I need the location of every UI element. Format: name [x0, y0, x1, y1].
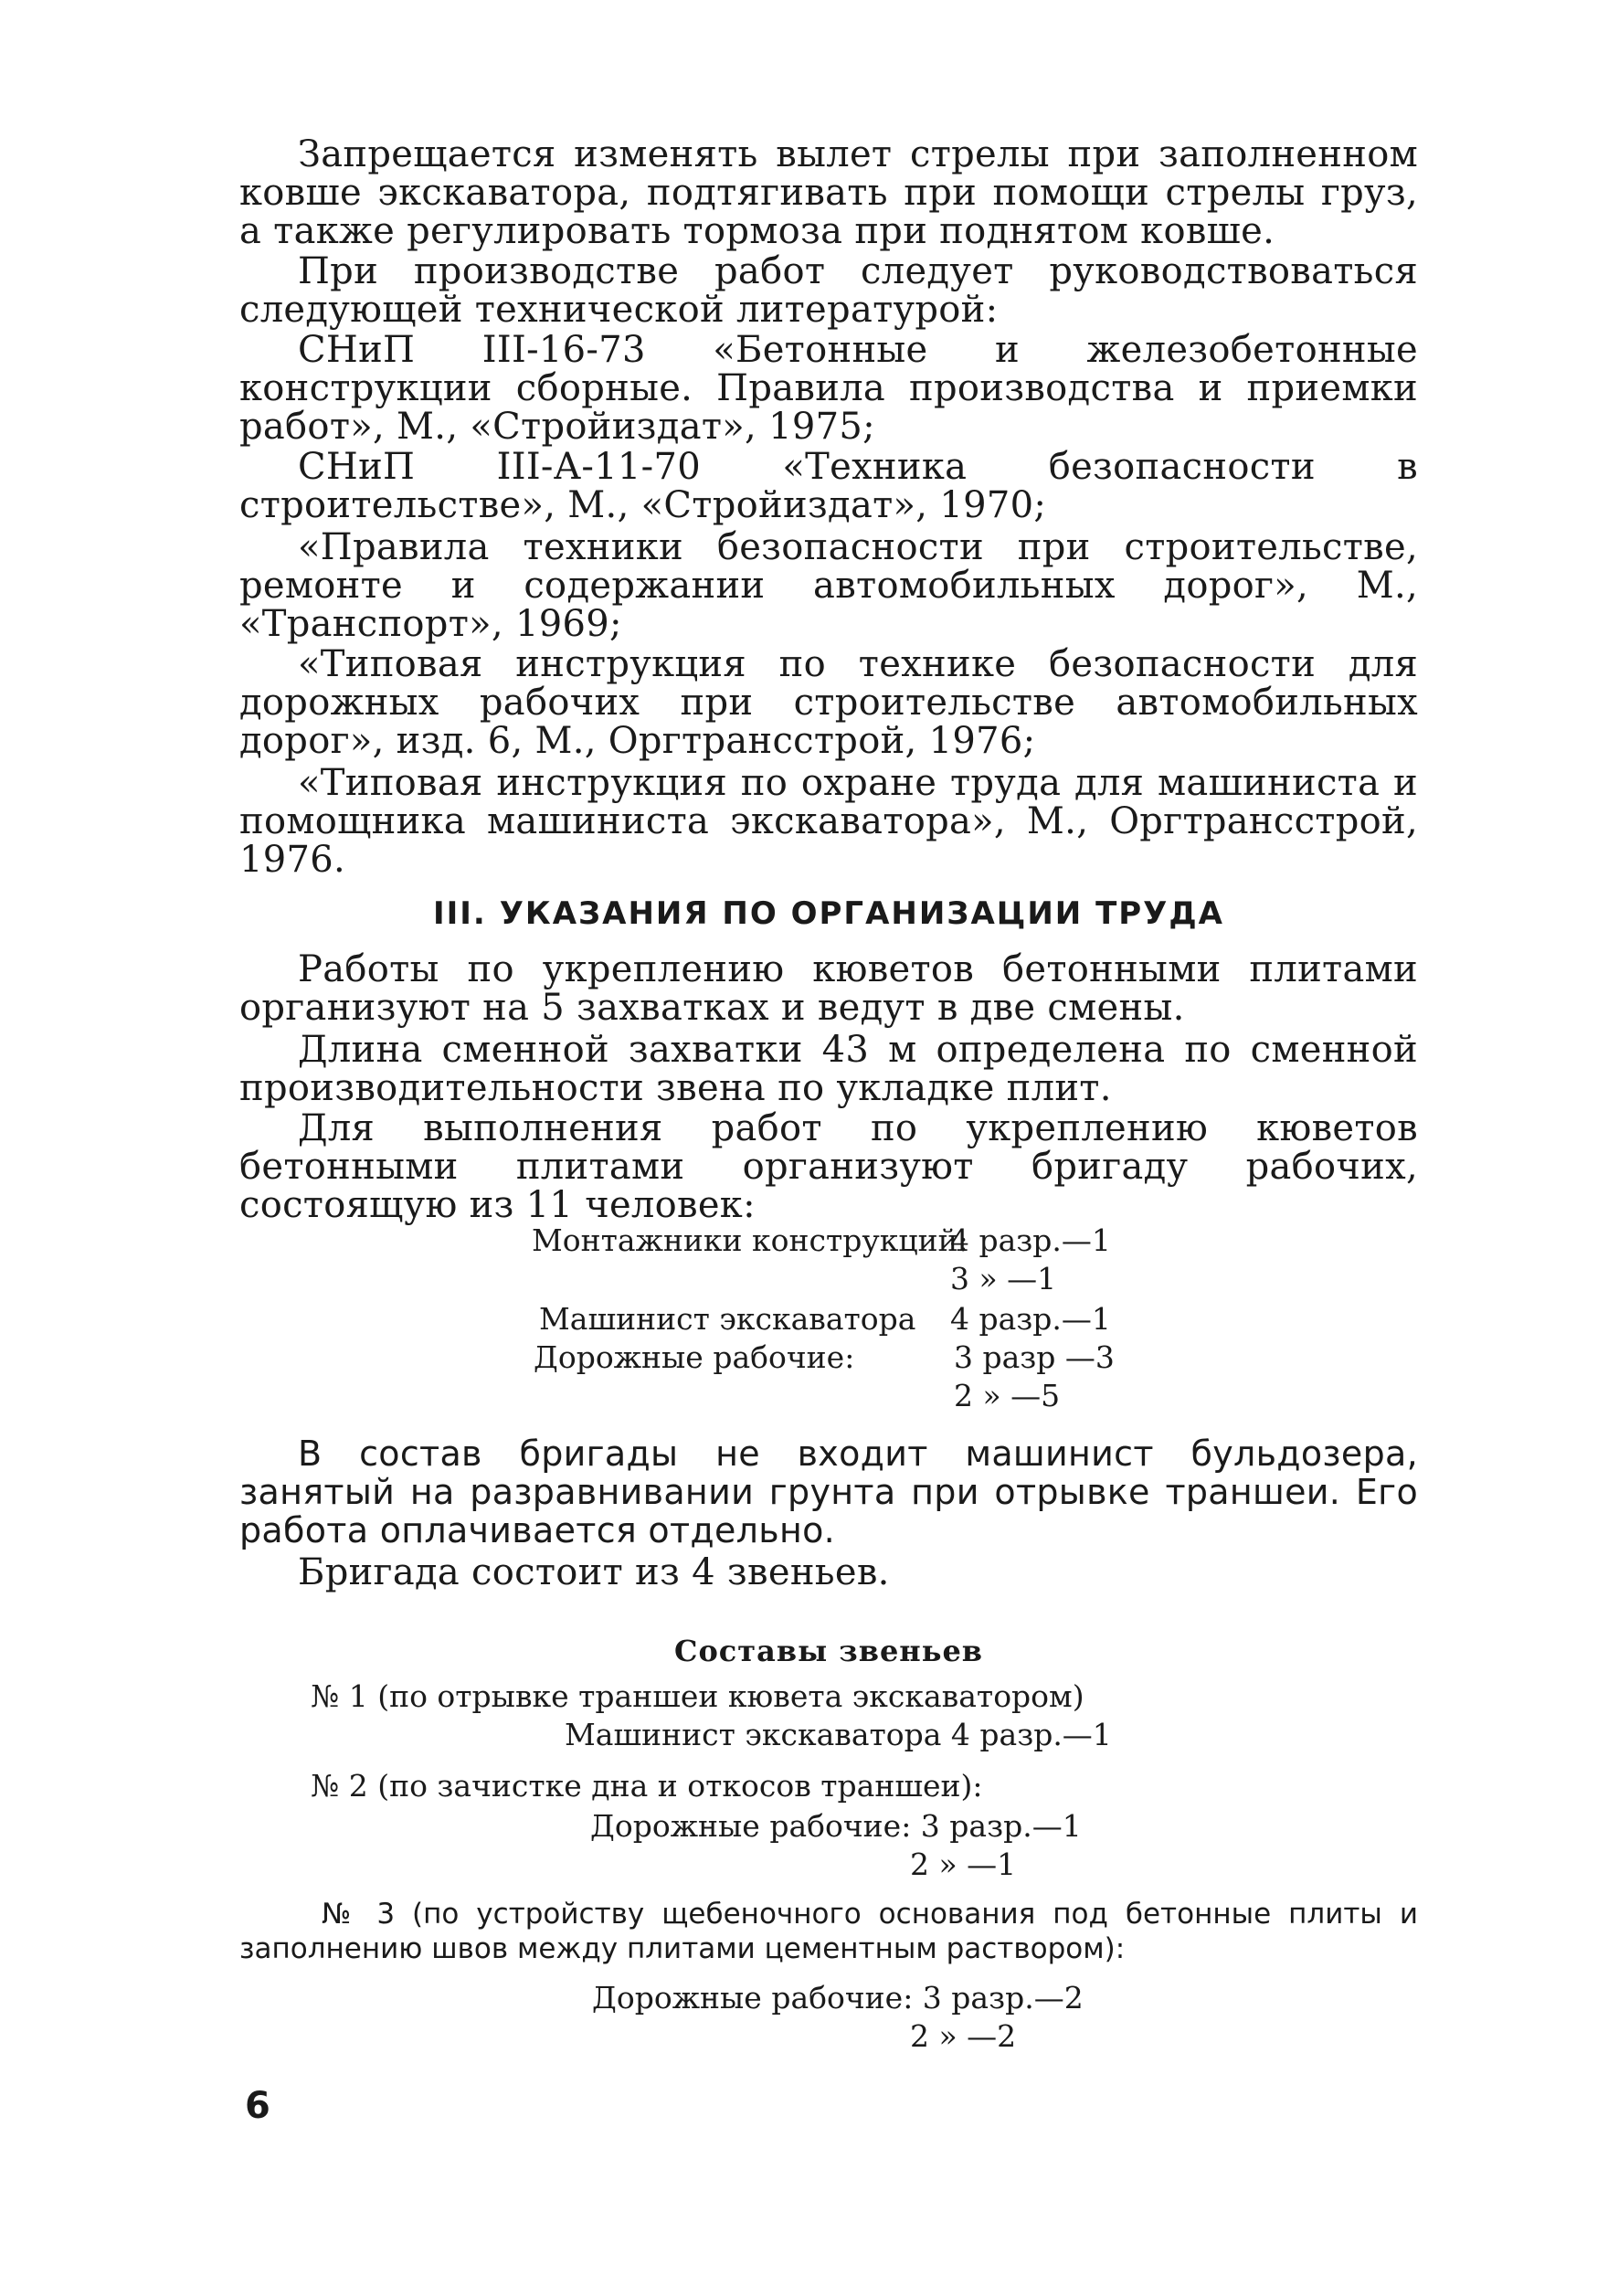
unit-2-row-2: 2 » —1	[910, 1846, 1017, 1882]
crew-grade: 4 разр.—1	[950, 1301, 1111, 1337]
crew-role: Машинист экскаватора	[539, 1301, 916, 1337]
unit-2-title: № 2 (по зачистке дна и откосов траншеи):	[311, 1768, 983, 1804]
unit-3-row-1: Дорожные рабочие: 3 разр.—2	[592, 1980, 1084, 2016]
paragraph-excavator-rules: Запрещается изменять вылет стрелы при заполненном ковше экскаватора, подтягивать при помощи стрелы груз, а также регулировать тормоза при поднятом ковше.	[239, 133, 1418, 252]
paragraph-snip-iii-a-11-70: СНиП III-А-11-70 «Техника безопасности в строительстве», М., «Стройиздат», 1970;	[239, 446, 1418, 526]
paragraph-typical-instruction-road-workers: «Типовая инструкция по технике безопасности для дорожных рабочих при строительстве автомобильных дорог», изд. 6, М., Оргтрансстрой, 1976;	[239, 643, 1418, 762]
crew-role: Дорожные рабочие:	[534, 1339, 855, 1375]
page-number: 6	[245, 2085, 270, 2127]
units-heading: Составы звеньев	[673, 1634, 984, 1668]
paragraph-literature-intro: При производстве работ следует руководствоваться следующей технической литературой:	[239, 250, 1418, 331]
paragraph-bulldozer-note: В состав бригады не входит машинист бульдозера, занятый на разравнивании грунта при отрывке траншеи. Его работа оплачивается отдельно.	[239, 1434, 1418, 1550]
crew-role: Монтажники конструкций:	[532, 1222, 968, 1258]
unit-3-row-2: 2 » —2	[910, 2018, 1017, 2054]
paragraph-typical-instruction-excavator: «Типовая инструкция по охране труда для машиниста и помощника машиниста экскаватора», М., Оргтрансстрой, 1976.	[239, 762, 1418, 881]
unit-1-row: Машинист экскаватора 4 разр.—1	[565, 1717, 1112, 1752]
section-heading: III. УКАЗАНИЯ ПО ОРГАНИЗАЦИИ ТРУДА	[432, 895, 1224, 932]
crew-grade: 4 разр.—1	[950, 1222, 1111, 1258]
unit-1-title: № 1 (по отрывке траншеи кювета экскаватором)	[311, 1678, 1084, 1714]
paragraph-work-organization: Работы по укреплению кюветов бетонными плитами организуют на 5 захватках и ведут в две смены.	[239, 948, 1418, 1029]
crew-grade: 3 разр —3	[954, 1339, 1115, 1375]
crew-grade: 3 » —1	[950, 1261, 1057, 1296]
unit-3-title: № 3 (по устройству щебеночного основания под бетонные плиты и заполнению швов между плитами цементным раствором):	[239, 1898, 1418, 1965]
paragraph-brigade-units: Бригада состоит из 4 звеньев.	[298, 1551, 890, 1593]
crew-grade: 2 » —5	[954, 1378, 1061, 1413]
paragraph-shift-length: Длина сменной захватки 43 м определена по сменной производительности звена по укладке плит.	[239, 1029, 1418, 1109]
paragraph-brigade-composition: Для выполнения работ по укреплению кюветов бетонными плитами организуют бригаду рабочих, состоящую из 11 человек:	[239, 1107, 1418, 1226]
unit-2-row-1: Дорожные рабочие: 3 разр.—1	[590, 1808, 1082, 1844]
paragraph-snip-iii-16-73: СНиП III-16-73 «Бетонные и железобетонные конструкции сборные. Правила производства и приемки работ», М., «Стройиздат», 1975;	[239, 329, 1418, 448]
paragraph-road-safety-rules: «Правила техники безопасности при строительстве, ремонте и содержании автомобильных дорог», М., «Транспорт», 1969;	[239, 526, 1418, 645]
